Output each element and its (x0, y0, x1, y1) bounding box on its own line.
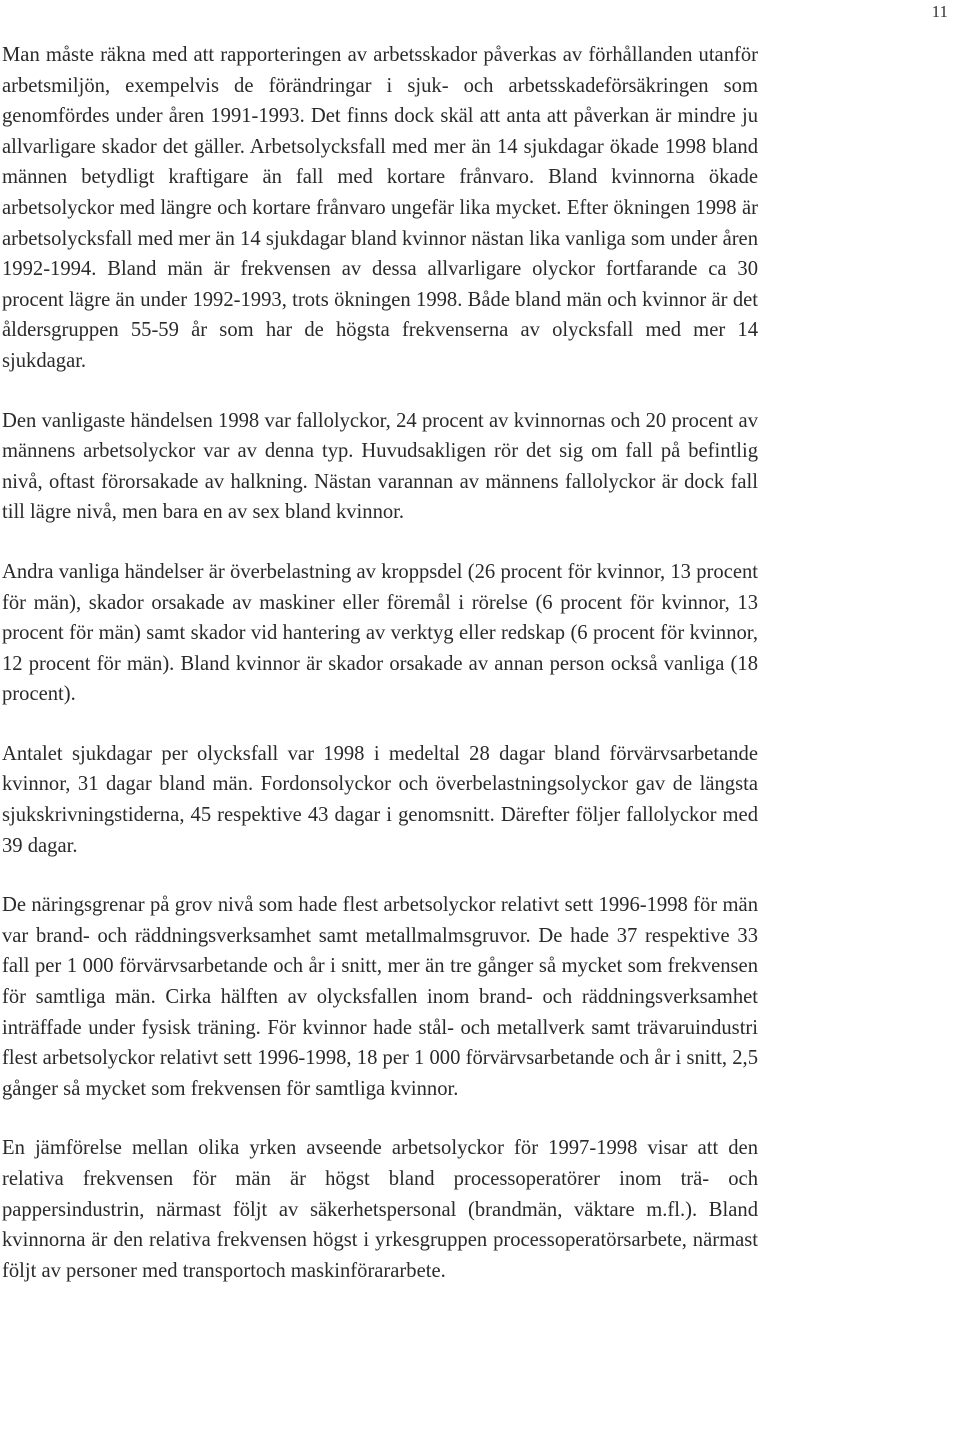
paragraph-yrken: En jämförelse mellan olika yrken avseende arbetsolyckor för 1997-1998 visar att den relativa frekvensen för män är högst bland processoperatörer inom trä- och pappersindustrin, närmast följt av säkerhetspersonal (brandmän, väktare m.fl.). Bland kvinnorna är den relativa frekvensen högst i yrkesgruppen processoperatörsarbete, närmast följt av personer med transportoch maskinförararbete. (2, 1137, 758, 1282)
document-body (2, 40, 758, 1286)
paragraph-rapportering: Man måste räkna med att rapporteringen av arbetsskador påverkas av förhållanden utanför arbetsmiljön, exempelvis de förändringar i sjuk- och arbetsskadeförsäkringen som genomfördes under åren 1991-1993. Det finns dock skäl att anta att påverkan är mindre ju allvarligare skador det gäller. Arbetsolycksfall med mer än 14 sjukdagar ökade 1998 bland männen betydligt kraftigare än fall med kortare frånvaro. Bland kvinnorna ökade arbetsolyckor med längre och kortare frånvaro ungefär lika mycket. Efter ökningen 1998 är arbetsolycksfall med mer än 14 sjukdagar bland kvinnor nästan lika vanliga som under åren 1992-1994. Bland män är frekvensen av dessa allvarligare olyckor fortfarande ca 30 procent lägre än under 1992-1993, trots ökningen 1998. Både bland män och kvinnor är det åldersgruppen 55-59 år som har de högsta frekvenserna av olycksfall med mer 14 sjukdagar. (2, 44, 758, 372)
paragraph-naringsgrenar: De näringsgrenar på grov nivå som hade flest arbetsolyckor relativt sett 1996-1998 för män var brand- och räddningsverksamhet samt metallmalmsgruvor. De hade 37 respektive 33 fall per 1 000 förvärvsarbetande och år i snitt, mer än tre gånger så mycket som frekvensen för samtliga män. Cirka hälften av olycksfallen inom brand- och räddningsverksamhet inträffade under fysisk träning. För kvinnor hade stål- och metallverk samt trävaruindustri flest arbetsolyckor relativt sett 1996-1998, 18 per 1 000 förvärvsarbetande och år i snitt, 2,5 gånger så mycket som frekvensen för samtliga kvinnor. (2, 894, 758, 1100)
paragraph-sjukdagar: Antalet sjukdagar per olycksfall var 1998 i medeltal 28 dagar bland förvärvsarbetande kvinnor, 31 dagar bland män. Fordonsolyckor och överbelastningsolyckor gav de längsta sjukskrivningstiderna, 45 respektive 43 dagar i genomsnitt. Därefter följer fallolyckor med 39 dagar. (2, 742, 758, 857)
paragraph-andra-handelser: Andra vanliga händelser är överbelastning av kroppsdel (26 procent för kvinnor, 13 procent för män), skador orsakade av maskiner eller föremål i rörelse (6 procent för kvinnor, 13 procent för män) samt skador vid hantering av verktyg eller redskap (6 procent för kvinnor, 12 procent för män). Bland kvinnor är skador orsakade av annan person också vanliga (18 procent). (2, 560, 758, 706)
paragraph-fallolyckor: Den vanligaste händelsen 1998 var fallolyckor, 24 procent av kvinnornas och 20 procent av männens arbetsolyckor var av denna typ. Huvudsakligen rör det sig om fall på befintlig nivå, oftast förorsakade av halkning. Nästan varannan av männens fallolyckor är dock fall till lägre nivå, men bara en av sex bland kvinnor. (2, 409, 758, 524)
page-number: 11 (931, 2, 948, 21)
